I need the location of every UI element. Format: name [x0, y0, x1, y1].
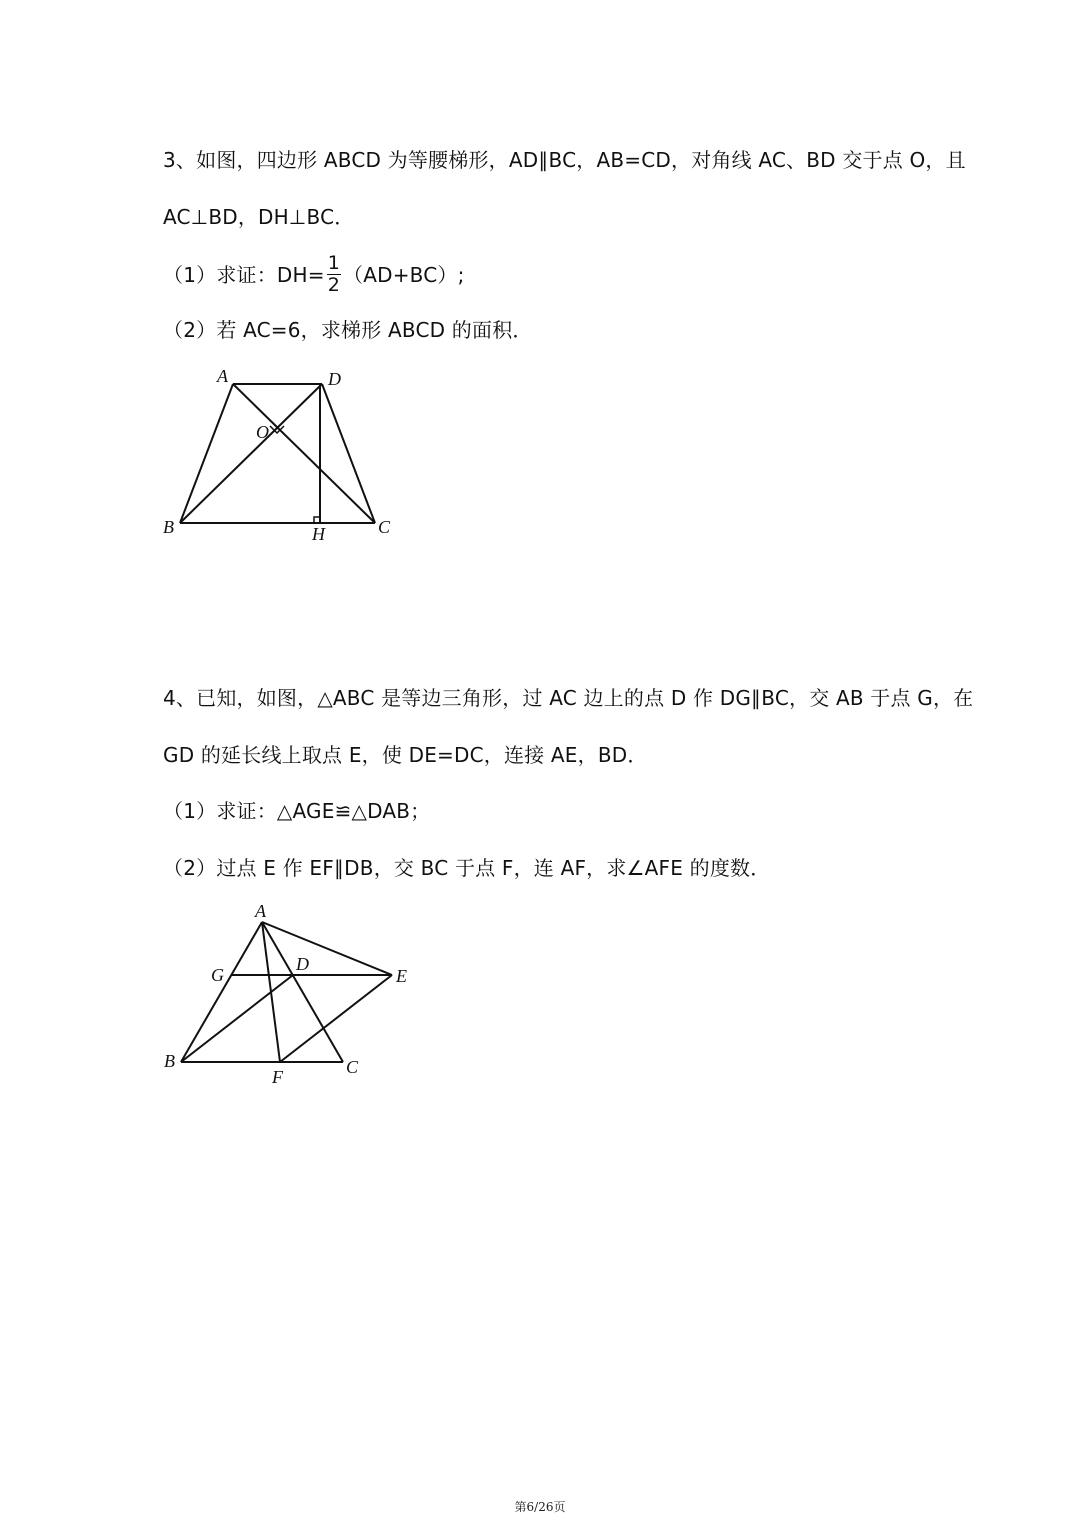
- problem4-part1: （1）求证：△AGE≌△DAB；: [163, 799, 431, 823]
- problem4-statement-line1: 4、已知，如图，△ABC 是等边三角形，过 AC 边上的点 D 作 DG∥BC，交 AB 于点 G，在: [163, 686, 974, 710]
- problem3-part2: （2）若 AC=6，求梯形 ABCD 的面积．: [163, 318, 533, 342]
- label-E: E: [396, 966, 407, 986]
- segment-BD: [181, 975, 293, 1062]
- segment-AC: [262, 922, 343, 1062]
- label-B: B: [164, 1051, 175, 1071]
- fraction-denominator: 2: [327, 274, 341, 296]
- segment-AB: [181, 922, 262, 1062]
- label-A: A: [217, 366, 228, 386]
- problem3-part1-suffix: （AD+BC）;: [343, 263, 465, 287]
- segment-AF: [262, 922, 280, 1062]
- label-O: O: [256, 422, 269, 442]
- problem3-part1-prefix: （1）求证：DH=: [163, 263, 325, 287]
- label-A: A: [255, 901, 266, 921]
- segment-AE: [262, 922, 392, 975]
- fraction-numerator: 1: [327, 252, 341, 274]
- problem3-statement-line1: 3、如图，四边形 ABCD 为等腰梯形，AD∥BC，AB=CD，对角线 AC、BD 交于点 O，且: [163, 148, 966, 172]
- label-G: G: [211, 965, 224, 985]
- label-C: C: [378, 517, 391, 537]
- label-H: H: [312, 524, 325, 544]
- problem4-part2: （2）过点 E 作 EF∥DB，交 BC 于点 F，连 AF，求∠AFE 的度数．: [163, 856, 771, 880]
- label-D: D: [328, 369, 341, 389]
- label-F: F: [272, 1067, 283, 1087]
- label-D: D: [296, 954, 309, 974]
- label-B: B: [163, 517, 174, 537]
- label-C: C: [346, 1057, 359, 1077]
- problem3-statement-line2: AC⊥BD，DH⊥BC．: [163, 205, 355, 229]
- problem4-statement-line2: GD 的延长线上取点 E，使 DE=DC，连接 AE，BD．: [163, 743, 648, 767]
- page-indicator: 第6/26页: [514, 1500, 566, 1514]
